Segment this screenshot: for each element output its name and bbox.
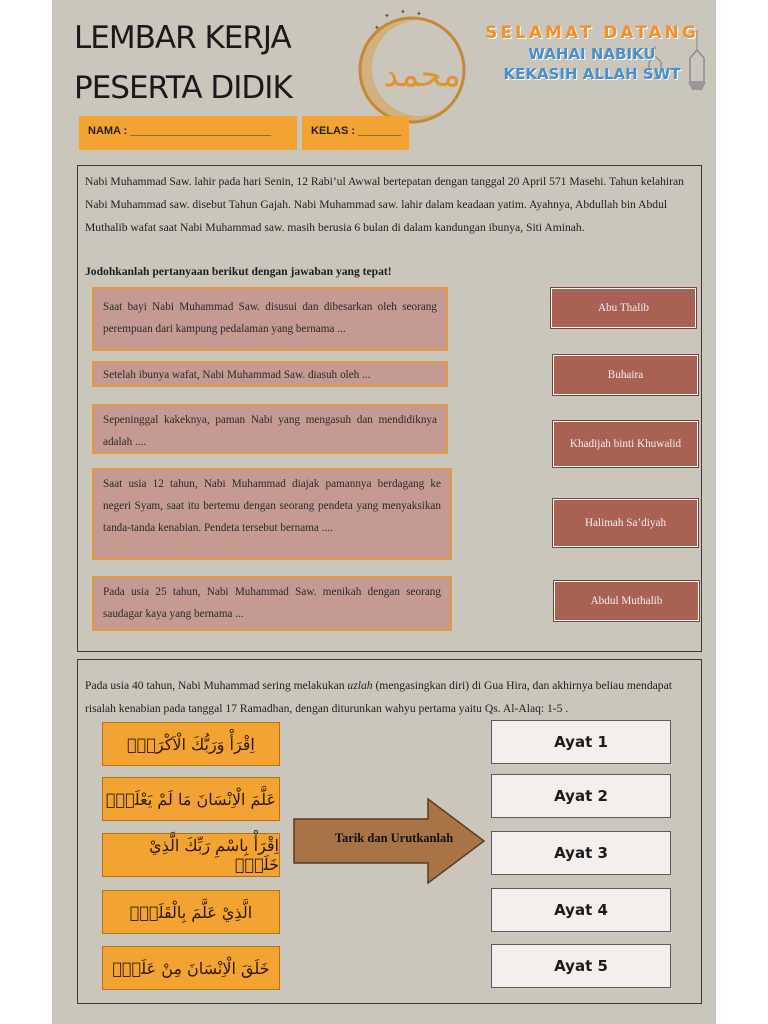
verse-card-1[interactable]: اِقْرَأْ وَرَبُّكَ الْاَكْرَمُۙ (102, 722, 280, 766)
welcome-line-2: WAHAI NABIKU (528, 45, 656, 63)
verse-card-2[interactable]: عَلَّمَ الْاِنْسَانَ مَا لَمْ يَعْلَمْۗ (102, 777, 280, 821)
intro-paragraph: Nabi Muhammad Saw. lahir pada hari Senin, 12 Rabi’ul Awwal bertepatan dengan tanggal 20 April 571 Masehi. Tahun kelahiran Nabi Muhammad saw. disebut Tahun Gajah. Nabi Muhammad saw. lahir dalam keadaan yatim. Ayahnya, Abdullah bin Abdul Muthalib wafat saat Nabi Muhammad saw. masih berusia 6 bulan di dalam kandungan ibunya, Siti Aminah. (85, 175, 684, 234)
muhammad-calligraphy-emblem (354, 8, 474, 128)
worksheet-page (52, 0, 716, 1024)
question-1: Saat bayi Nabi Muhammad Saw. disusui dan dibesarkan oleh seorang perempuan dari kampung pedalaman yang bernama ... (92, 287, 448, 351)
answer-card-2[interactable]: Buhaira (553, 355, 698, 395)
wahyu-paragraph: Pada usia 40 tahun, Nabi Muhammad sering melakukan uzlah (mengasingkan diri) di Gua Hira, dan akhirnya beliau mendapat risalah kenabian pada tanggal 17 Ramadhan, dengan diturunkan wahyu pertama yaitu Qs. Al-Alaq: 1-5 . (85, 679, 672, 715)
svg-text:محمد: محمد (383, 55, 461, 95)
verse-card-3[interactable]: اِقْرَأْ بِاسْمِ رَبِّكَ الَّذِيْ خَلَقَۚ (102, 833, 280, 877)
welcome-line-3: KEKASIH ALLAH SWT (503, 65, 681, 83)
title-line-1: LEMBAR KERJA (74, 20, 291, 56)
welcome-banner (472, 22, 712, 84)
ayat-slot-5[interactable]: Ayat 5 (491, 944, 671, 988)
nama-field[interactable]: NAMA : _______________________ (79, 116, 297, 150)
svg-text:✦: ✦ (374, 24, 380, 32)
ayat-slot-1[interactable]: Ayat 1 (491, 720, 671, 764)
matching-section (77, 165, 702, 652)
question-3: Sepeninggal kakeknya, paman Nabi yang mengasuh dan mendidiknya adalah .... (92, 404, 448, 454)
question-2: Setelah ibunya wafat, Nabi Muhammad Saw. diasuh oleh ... (92, 361, 448, 387)
welcome-line-1: SELAMAT DATANG (485, 23, 699, 43)
kelas-field[interactable]: KELAS : _______ (302, 116, 409, 150)
answer-card-1[interactable]: Abu Thalib (551, 288, 696, 328)
answer-card-4[interactable]: Halimah Sa’diyah (553, 499, 698, 547)
verse-card-5[interactable]: خَلَقَ الْاِنْسَانَ مِنْ عَلَقٍۚ (102, 946, 280, 990)
ayat-slot-2[interactable]: Ayat 2 (491, 774, 671, 818)
svg-text:✦: ✦ (400, 8, 406, 16)
svg-text:✦: ✦ (416, 10, 422, 18)
arrow-label: Tarik dan Urutkanlah (334, 831, 454, 845)
title-line-2: PESERTA DIDIK (74, 70, 292, 106)
question-4: Saat usia 12 tahun, Nabi Muhammad diajak pamannya berdagang ke negeri Syam, saat itu bertemu dengan seorang pendeta yang menyaksikan tanda-tanda kenabian. Pendeta tersebut bernama .... (92, 468, 452, 560)
answer-card-5[interactable]: Abdul Muthalib (554, 581, 699, 621)
ayat-slot-3[interactable]: Ayat 3 (491, 831, 671, 875)
verse-card-4[interactable]: الَّذِيْ عَلَّمَ بِالْقَلَمِۙ (102, 890, 280, 934)
question-5: Pada usia 25 tahun, Nabi Muhammad Saw. menikah dengan seorang saudagar kaya yang bernama ... (92, 576, 452, 631)
instruction-text: Jodohkanlah pertanyaan berikut dengan jawaban yang tepat! (85, 265, 392, 278)
svg-text:✦: ✦ (384, 12, 390, 20)
answer-card-3[interactable]: Khadijah binti Khuwalid (553, 421, 698, 467)
ayat-slot-4[interactable]: Ayat 4 (491, 888, 671, 932)
